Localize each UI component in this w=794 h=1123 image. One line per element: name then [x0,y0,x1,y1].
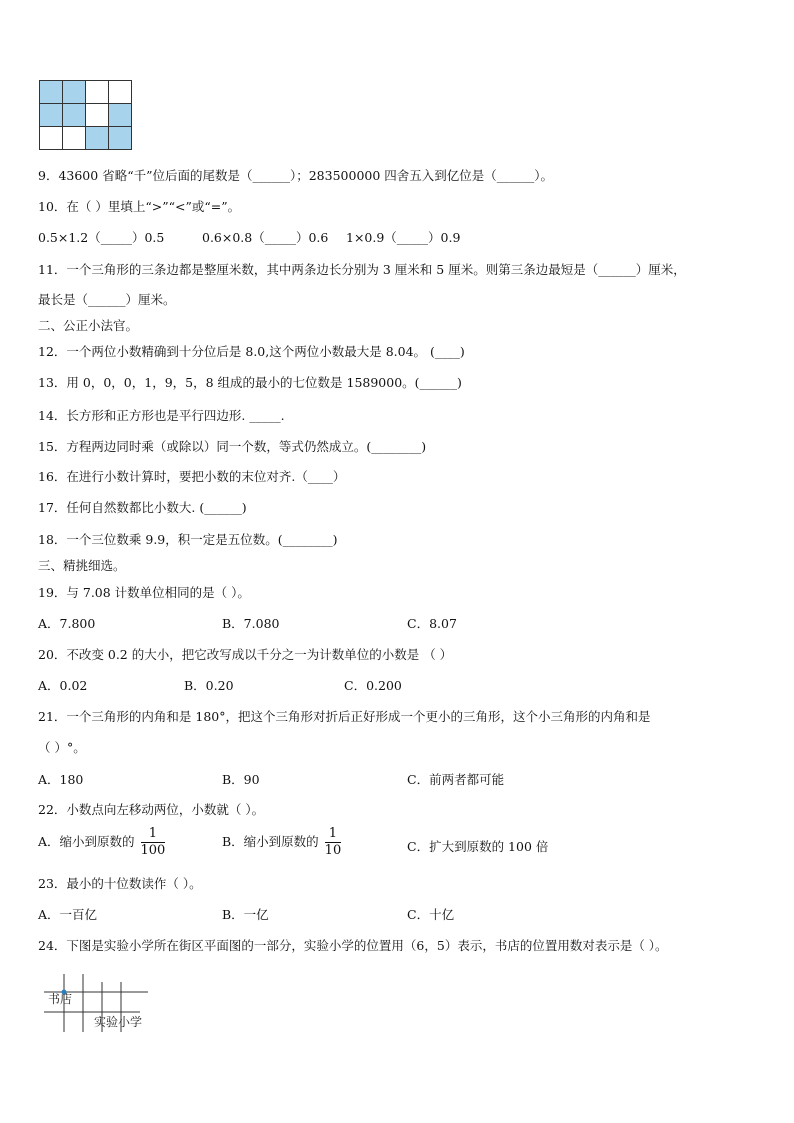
question-22-option-c: C．扩大到原数的 100 倍 [407,839,549,854]
fraction-denominator: 100 [140,843,166,858]
street-map-grid [40,972,170,1034]
question-12: 12．一个两位小数精确到十分位后是 8.0,这个两位小数最大是 8.04。 (____) [38,344,465,359]
question-23-option-b: B．一亿 [222,907,269,922]
fraction-one-hundredth [141,826,166,859]
fraction-one-tenth [325,826,342,859]
section-2-heading: 二、公正小法官。 [38,318,139,333]
fraction-denominator: 10 [324,843,342,858]
question-19-option-b: B．7.080 [222,616,280,631]
question-17: 17．任何自然数都比小数大. (______) [38,500,247,515]
question-21-option-b: B．90 [222,772,260,787]
grid-cell [63,104,86,127]
grid-cell [109,81,132,104]
bookstore-label: 书店 [48,992,73,1006]
grid-cell [40,81,63,104]
question-21-option-a: A．180 [38,772,84,787]
question-24: 24．下图是实验小学所在街区平面图的一部分，实验小学的位置用（6，5）表示，书店的位置用数对表示是（ ）。 [38,938,668,953]
question-11-line-2: 最长是（______）厘米。 [38,292,176,307]
grid-cell [63,81,86,104]
question-22-option-b-text: B．缩小到原数的 [222,834,319,849]
section-3-heading: 三、精挑细选。 [38,558,126,573]
question-21-line-1: 21．一个三角形的内角和是 180°，把这个三角形对折后正好形成一个更小的三角形，这个小三角形的内角和是 [38,709,651,724]
fraction-numerator: 1 [325,826,342,843]
grid-cell [40,127,63,150]
grid-cell [109,127,132,150]
grid-cell [63,127,86,150]
question-20-option-b: B．0.20 [184,678,234,693]
question-20-option-c: C．0.200 [344,678,402,693]
question-20-option-a: A．0.02 [38,678,88,693]
grid-cell [86,104,109,127]
grid-table [39,80,132,150]
question-11-line-1: 11．一个三角形的三条边都是整厘米数，其中两条边长分别为 3 厘米和 5 厘米。则第三条边最短是（______）厘米， [38,262,686,277]
question-22: 22．小数点向左移动两位，小数就（ ）。 [38,802,265,817]
question-10-item-2: 0.6×0.8（_____）0.6 [202,230,329,245]
question-23-option-a: A．一百亿 [38,907,98,922]
question-22-option-a-text: A．缩小到原数的 [38,834,135,849]
grid-cell [109,104,132,127]
question-19-option-c: C．8.07 [407,616,457,631]
question-19: 19．与 7.08 计数单位相同的是（ ）。 [38,585,250,600]
question-23-option-c: C．十亿 [407,907,455,922]
question-15: 15．方程两边同时乘（或除以）同一个数，等式仍然成立。(________) [38,439,427,454]
question-19-option-a: A．7.800 [38,616,96,631]
question-21-option-c: C．前两者都可能 [407,772,505,787]
question-20: 20．不改变 0.2 的大小，把它改写成以千分之一为计数单位的小数是 （ ） [38,647,453,662]
question-21-line-2: （ ）°。 [38,740,86,755]
grid-cell [40,104,63,127]
question-16: 16．在进行小数计算时，要把小数的末位对齐.（____） [38,469,346,484]
question-10-item-1: 0.5×1.2（_____）0.5 [38,230,165,245]
grid-cell [86,81,109,104]
question-23: 23．最小的十位数读作（ ）。 [38,876,202,891]
question-18: 18．一个三位数乘 9.9，积一定是五位数。(________) [38,532,338,547]
street-map-figure [40,972,170,1034]
grid-cell [86,127,109,150]
question-22-option-a [38,826,165,859]
question-13: 13．用 0，0，0，1，9，5，8 组成的最小的七位数是 1589000。(______) [38,375,462,390]
question-22-option-b [222,826,341,859]
question-9: 9．43600 省略“千”位后面的尾数是（______）；283500000 四舍五入到亿位是（______）。 [38,168,554,183]
question-10-item-3: 1×0.9（_____）0.9 [346,230,461,245]
question-14: 14．长方形和正方形也是平行四边形. _____. [38,408,285,423]
grid-figure [39,80,132,150]
school-label: 实验小学 [94,1015,143,1029]
question-10: 10．在（ ）里填上“>”“<”或“=”。 [38,199,241,214]
fraction-numerator: 1 [141,826,166,843]
